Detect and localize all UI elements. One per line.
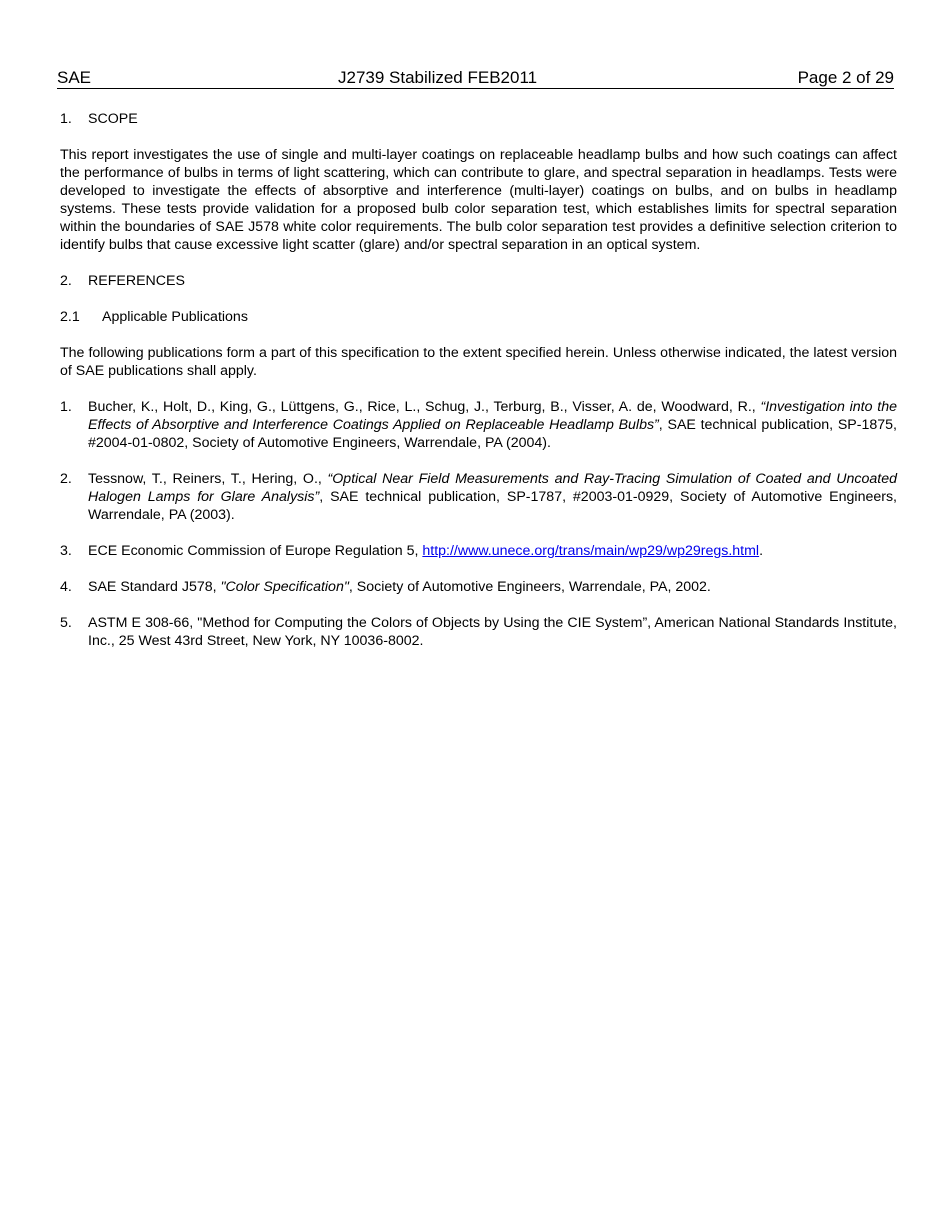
unece-regulations-link[interactable]: http://www.unece.org/trans/main/wp29/wp29regs.html xyxy=(422,543,760,559)
reference-title: “Optical Near Field Measurements and Ray-Tracing Simulation of Coated and Uncoated Halogen Lamps for Glare Analysis” xyxy=(88,471,897,505)
scope-heading xyxy=(60,110,897,128)
subsection-number: 2.1 xyxy=(60,309,80,325)
document-body xyxy=(60,110,897,668)
reference-number: 2. xyxy=(60,471,72,487)
reference-title: "Color Specification" xyxy=(220,579,349,595)
reference-list xyxy=(60,398,897,650)
reference-details: . xyxy=(759,543,764,559)
section-title: SCOPE xyxy=(88,111,138,127)
references-intro-paragraph: The following publications form a part of this specification to the extent specified herein. Unless otherwise indicated, the latest version of SAE publications shall apply. xyxy=(60,345,897,379)
header-organization: SAE xyxy=(57,68,92,87)
reference-item xyxy=(60,398,897,452)
reference-number: 3. xyxy=(60,543,72,559)
reference-details: , Society of Automotive Engineers, Warrendale, PA, 2002. xyxy=(348,579,711,595)
reference-text: ASTM E 308-66, "Method for Computing the Colors of Objects by Using the CIE System”, American National Standards Institute, Inc., 25 West 43rd Street, New York, NY 10036-8002. xyxy=(88,615,897,649)
reference-authors: Bucher, K., Holt, D., King, G., Lüttgens, G., Rice, L., Schug, J., Terburg, B., Visser, A. de, Woodward, R., xyxy=(88,399,761,415)
header-document-id: J2739 Stabilized FEB2011 xyxy=(338,68,538,87)
subsection-title: Applicable Publications xyxy=(102,309,248,325)
page-header xyxy=(57,68,894,89)
reference-title: “Investigation into the Effects of Absorptive and Interference Coatings Applied on Replaceable Headlamp Bulbs” xyxy=(88,399,897,433)
reference-details: , SAE technical publication, SP-1875, #2004-01-0802, Society of Automotive Engineers, Warrendale, PA (2004). xyxy=(88,417,897,451)
header-page-number: Page 2 of 29 xyxy=(797,68,894,87)
reference-details: , SAE technical publication, SP-1787, #2003-01-0929, Society of Automotive Engineers, Warrendale, PA (2003). xyxy=(88,489,897,523)
reference-number: 4. xyxy=(60,579,72,595)
references-heading xyxy=(60,272,897,290)
scope-paragraph: This report investigates the use of single and multi-layer coatings on replaceable headlamp bulbs and how such coatings can affect the performance of bulbs in terms of light scattering, which can contribute to glare, and spectral separation in headlamps. Tests were developed to investigate the effects of absorptive and interference (multi-layer) coatings on bulbs, and on bulbs in headlamp systems. These tests provide validation for a proposed bulb color separation test, which establishes limits for spectral separation within the boundaries of SAE J578 white color requirements. The bulb color separation test provides a definitive selection criterion to identify bulbs that cause excessive light scatter (glare) and/or spectral separation in an optical system. xyxy=(60,147,897,253)
reference-source: ECE Economic Commission of Europe Regulation 5, xyxy=(88,543,423,559)
reference-item xyxy=(60,614,897,650)
section-number: 2. xyxy=(60,273,72,289)
reference-item xyxy=(60,578,897,596)
section-title: REFERENCES xyxy=(88,273,185,289)
applicable-publications-heading xyxy=(60,308,897,326)
reference-number: 5. xyxy=(60,615,72,631)
reference-authors: Tessnow, T., Reiners, T., Hering, O., xyxy=(88,471,328,487)
reference-item xyxy=(60,542,897,560)
reference-number: 1. xyxy=(60,399,72,415)
reference-source: SAE Standard J578, xyxy=(88,579,221,595)
section-number: 1. xyxy=(60,111,72,127)
reference-item xyxy=(60,470,897,524)
